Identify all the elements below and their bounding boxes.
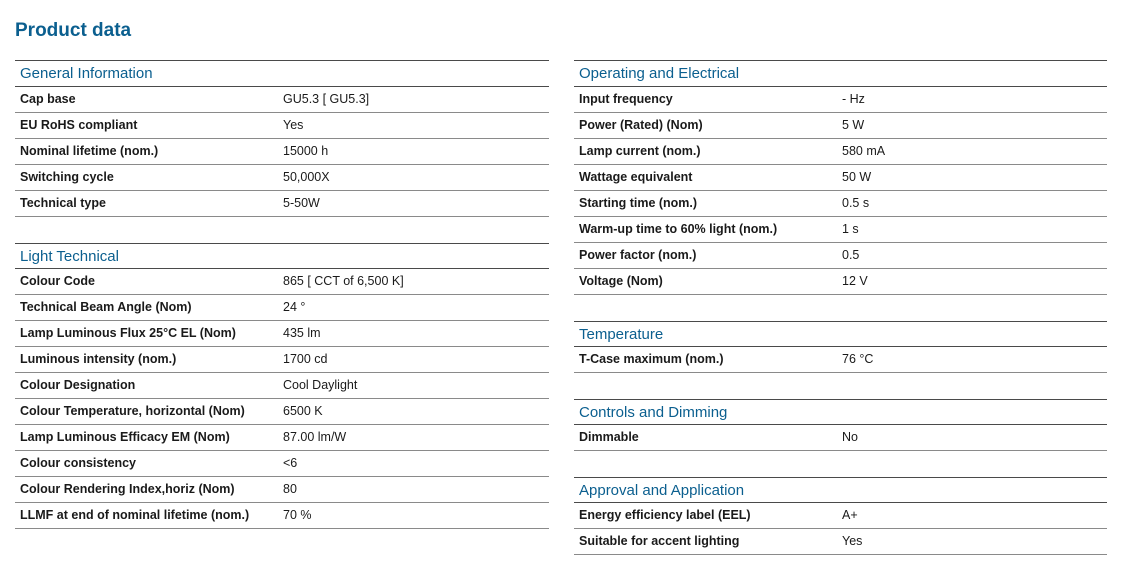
- section-header-light-technical: Light Technical: [15, 243, 549, 269]
- row-label: Colour consistency: [20, 456, 136, 470]
- table-row: [15, 165, 549, 191]
- row-label: LLMF at end of nominal lifetime (nom.): [20, 508, 250, 522]
- row-label: Warm-up time to 60% light (nom.): [579, 222, 778, 236]
- table-row: [15, 191, 549, 217]
- row-label: Power (Rated) (Nom): [579, 118, 703, 132]
- right-column-sections: [574, 60, 1107, 555]
- row-label: Power factor (nom.): [579, 248, 697, 262]
- row-label: Lamp current (nom.): [579, 144, 701, 158]
- section-header-general-information: General Information: [15, 61, 549, 87]
- row-value: 6500 K: [283, 404, 323, 418]
- table-row: [15, 269, 549, 295]
- row-value: 15000 h: [283, 144, 329, 158]
- section-header-approval-and-application: Approval and Application: [574, 477, 1107, 503]
- section-header-controls-and-dimming: Controls and Dimming: [574, 399, 1107, 425]
- row-value: <6: [283, 456, 298, 470]
- section-header-temperature: Temperature: [574, 321, 1107, 347]
- row-value: 12 V: [842, 274, 868, 288]
- table-row: [15, 87, 549, 113]
- row-label: Energy efficiency label (EEL): [579, 508, 751, 522]
- row-value: Cool Daylight: [283, 378, 358, 392]
- section-spacer: [574, 451, 1107, 477]
- row-label: Input frequency: [579, 92, 673, 106]
- section-spacer: [574, 295, 1107, 321]
- row-label: Voltage (Nom): [579, 274, 663, 288]
- row-label: Switching cycle: [20, 170, 114, 184]
- row-value: 80: [283, 482, 297, 496]
- table-row: [574, 191, 1107, 217]
- row-value: 580 mA: [842, 144, 886, 158]
- row-label: Starting time (nom.): [579, 196, 698, 210]
- row-value: 5 W: [842, 118, 865, 132]
- table-row: [574, 165, 1107, 191]
- table-row: [574, 217, 1107, 243]
- row-value: 87.00 lm/W: [283, 430, 347, 444]
- table-row: [15, 347, 549, 373]
- row-label: Nominal lifetime (nom.): [20, 144, 159, 158]
- row-value: 1700 cd: [283, 352, 328, 366]
- table-row: [574, 269, 1107, 295]
- row-label: Technical type: [20, 196, 106, 210]
- row-value: 0.5 s: [842, 196, 870, 210]
- table-row: [15, 503, 549, 529]
- row-value: 865 [ CCT of 6,500 K]: [283, 274, 404, 288]
- section-spacer: [574, 373, 1107, 399]
- row-value: A+: [842, 508, 858, 522]
- table-row: [15, 295, 549, 321]
- row-label: Wattage equivalent: [579, 170, 693, 184]
- table-row: [15, 321, 549, 347]
- section-header-operating-and-electrical: Operating and Electrical: [574, 61, 1107, 87]
- table-row: [15, 373, 549, 399]
- row-value: 76 °C: [842, 352, 874, 366]
- table-row: [15, 425, 549, 451]
- table-row: [574, 529, 1107, 555]
- table-row: [574, 113, 1107, 139]
- row-value: 50,000X: [283, 170, 330, 184]
- row-value: GU5.3 [ GU5.3]: [283, 92, 370, 106]
- table-row: [15, 477, 549, 503]
- row-label: EU RoHS compliant: [20, 118, 138, 132]
- row-value: 1 s: [842, 222, 859, 236]
- row-label: Technical Beam Angle (Nom): [20, 300, 192, 314]
- row-value: 50 W: [842, 170, 872, 184]
- table-row: [574, 503, 1107, 529]
- row-label: Colour Code: [20, 274, 95, 288]
- row-label: Colour Rendering Index,horiz (Nom): [20, 482, 235, 496]
- table-row: [574, 139, 1107, 165]
- row-value: 5-50W: [283, 196, 320, 210]
- row-value: 0.5: [842, 248, 860, 262]
- row-value: 24 °: [283, 300, 306, 314]
- row-value: - Hz: [842, 92, 865, 106]
- table-row: [15, 399, 549, 425]
- table-row: [574, 347, 1107, 373]
- section-spacer: [15, 217, 549, 243]
- row-label: Colour Temperature, horizontal (Nom): [20, 404, 245, 418]
- row-label: Lamp Luminous Flux 25°C EL (Nom): [20, 326, 236, 340]
- page-title: Product data: [15, 20, 132, 41]
- row-label: T-Case maximum (nom.): [579, 352, 724, 366]
- row-label: Dimmable: [579, 430, 639, 444]
- row-value: Yes: [842, 534, 863, 548]
- right-column: [574, 60, 1107, 555]
- table-row: [15, 139, 549, 165]
- table-row: [574, 87, 1107, 113]
- row-label: Colour Designation: [20, 378, 136, 392]
- left-column-sections: [15, 60, 549, 529]
- row-value: Yes: [283, 118, 304, 132]
- row-value: 70 %: [283, 508, 312, 522]
- table-row: [15, 113, 549, 139]
- table-row: [574, 243, 1107, 269]
- row-label: Cap base: [20, 92, 76, 106]
- table-row: [15, 451, 549, 477]
- row-label: Luminous intensity (nom.): [20, 352, 177, 366]
- row-label: Lamp Luminous Efficacy EM (Nom): [20, 430, 230, 444]
- left-column: [15, 60, 549, 529]
- table-row: [574, 425, 1107, 451]
- row-value: No: [842, 430, 858, 444]
- row-label: Suitable for accent lighting: [579, 534, 740, 548]
- row-value: 435 lm: [283, 326, 321, 340]
